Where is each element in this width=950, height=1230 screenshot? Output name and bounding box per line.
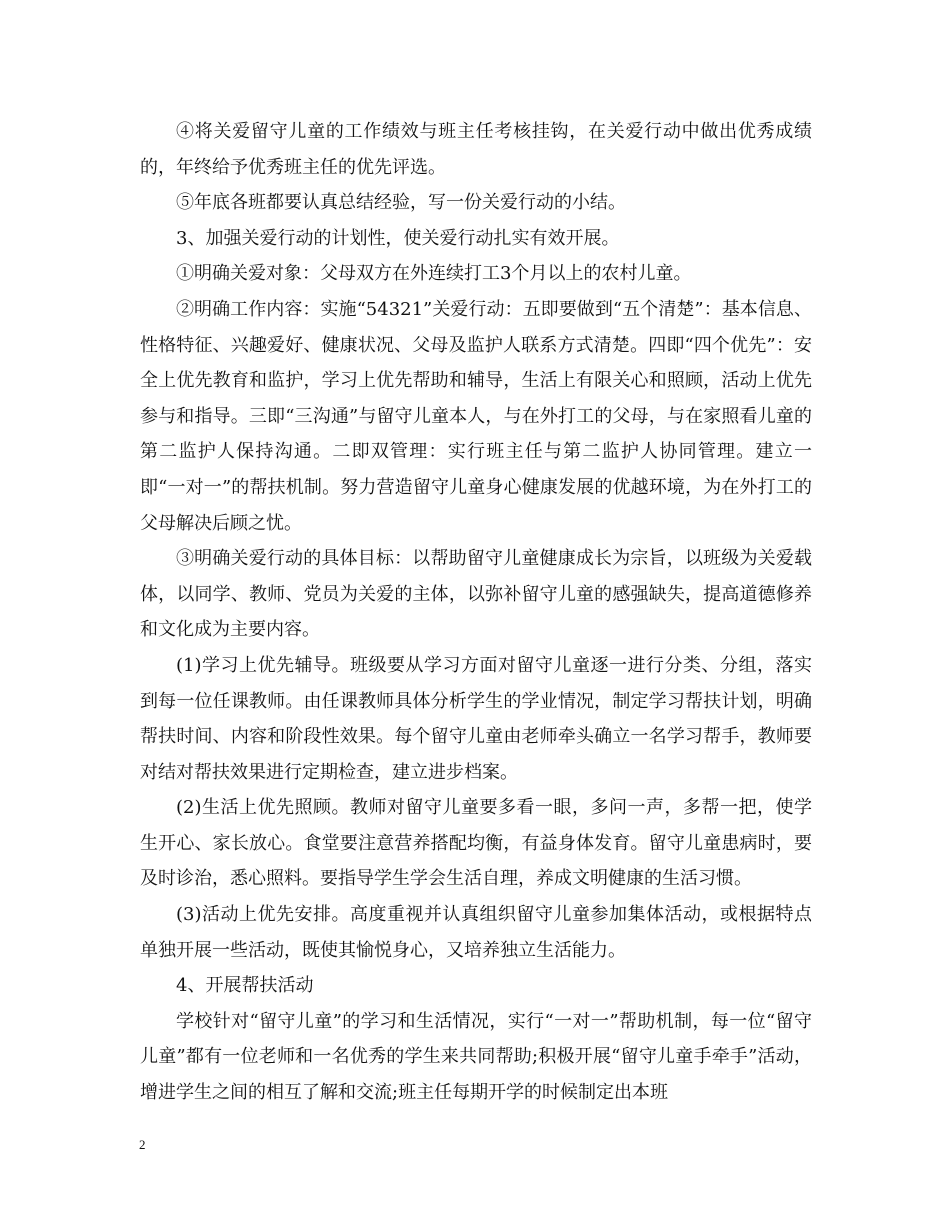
paragraph-help-activities: 学校针对“留守儿童”的学习和生活情况，实行“一对一”帮助机制，每一位“留守儿童”都有一位老师和一名优秀的学生来共同帮助;积极开展“留守儿童手牵手”活动，增进学生之间的相互了解和交流;班主任每期开学的时候制定出本班: [140, 1010, 812, 1104]
document-body: [140, 114, 812, 1111]
paragraph-activity-priority: (3)活动上优先安排。高度重视并认真组织留守儿童参加集体活动，或根据特点单独开展一些活动，既使其愉悦身心，又培养独立生活能力。: [140, 904, 812, 961]
paragraph-study-priority: (1)学习上优先辅导。班级要从学习方面对留守儿童逐一进行分类、分组，落实到每一位任课教师。由任课教师具体分析学生的学业情况，制定学习帮扶计划，明确帮扶时间、内容和阶段性效果。每个留守儿童由老师牵头确立一名学习帮手，教师要对结对帮扶效果进行定期检查，建立进步档案。: [140, 654, 812, 783]
paragraph-item-4-performance: ④将关爱留守儿童的工作绩效与班主任考核挂钩，在关爱行动中做出优秀成绩的，年终给予优秀班主任的优先评选。: [140, 121, 812, 178]
paragraph-item-5-summary: ⑤年底各班都要认真总结经验，写一份关爱行动的小结。: [176, 192, 626, 214]
paragraph-life-priority: (2)生活上优先照顾。教师对留守儿童要多看一眼，多问一声，多帮一把，使学生开心、家长放心。食堂要注意营养搭配均衡，有益身体发育。留守儿童患病时，要及时诊治，悉心照料。要指导学生学会生活自理，养成文明健康的生活习惯。: [140, 797, 812, 890]
paragraph-item-2-work-content: ②明确工作内容：实施“54321”关爱行动：五即要做到“五个清楚”：基本信息、性格特征、兴趣爱好、健康状况、父母及监护人联系方式清楚。四即“四个优先”：安全上优先教育和监护，学习上优先帮助和辅导，生活上有限关心和照顾，活动上优先参与和指导。三即“三沟通”与留守儿童本人，与在外打工的父母，与在家照看儿童的第二监护人保持沟通。二即双管理：实行班主任与第二监护人协同管理。建立一即“一对一”的帮扶机制。努力营造留守儿童身心健康发展的优越环境，为在外打工的父母解决后顾之忧。: [140, 298, 812, 534]
paragraph-item-1-target: ①明确关爱对象：父母双方在外连续打工3个月以上的农村儿童。: [176, 263, 692, 285]
page-number: 2: [139, 1137, 146, 1152]
section-heading-3: 3、加强关爱行动的计划性，使关爱行动扎实有效开展。: [176, 227, 620, 249]
paragraph-item-3-goals: ③明确关爱行动的具体目标：以帮助留守儿童健康成长为宗旨，以班级为关爱载体，以同学、教师、党员为关爱的主体，以弥补留守儿童的感强缺失，提高道德修养和文化成为主要内容。: [140, 548, 812, 641]
section-heading-4: 4、开展帮扶活动: [176, 975, 314, 997]
